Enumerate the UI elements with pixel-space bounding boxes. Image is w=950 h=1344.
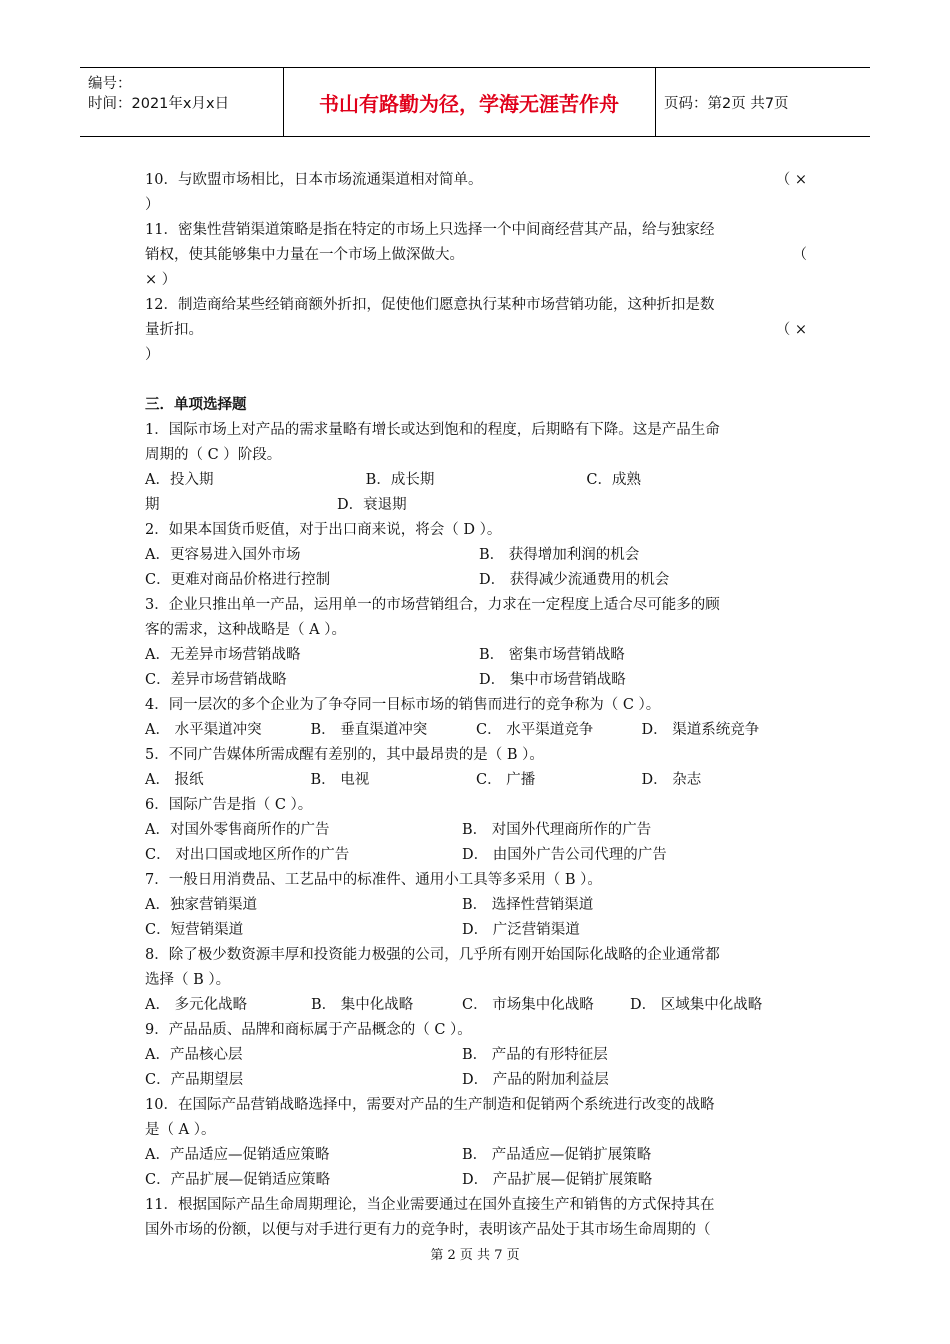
question-10-line2: 是（ A ）。 (145, 1122, 216, 1138)
question-11-line1: 11．根据国际产品生命周期理论，当企业需要通过在国外直接生产和销售的方式保持其在 (145, 1197, 715, 1213)
question-4-options: A． 水平渠道冲突 B． 垂直渠道冲突 C． 水平渠道竞争 D． 渠道系统竞争 (145, 722, 760, 738)
question-10-line1: 10．在国际产品营销战略选择中，需要对产品的生产制造和促销两个系统进行改变的战略 (145, 1097, 715, 1113)
question-8-line1: 8．除了极少数资源丰厚和投资能力极强的公司，几乎所有刚开始国际化战略的企业通常都 (145, 947, 720, 963)
judge-item-10-close: ） (145, 197, 160, 213)
judge-item-12-close: ） (145, 347, 160, 363)
question-6: 6．国际广告是指（ C ）。 (145, 797, 313, 813)
judge-item-11-line2: 销权，使其能够集中力量在一个市场上做深做大。 （ (145, 247, 807, 263)
question-5: 5．不同广告媒体所需成醒有差别的，其中最昂贵的是（ B ）。 (145, 747, 544, 763)
question-9-options: A．产品核心层 B． 产品的有形特征层 (145, 1047, 608, 1063)
header-motto: 书山有路勤为径，学海无涯苦作舟 (319, 91, 619, 116)
question-5-options: A． 报纸 B． 电视 C． 广播 D． 杂志 (145, 772, 702, 788)
question-3-line2: 客的需求，这种战略是（ A ）。 (145, 622, 346, 638)
question-8-options: A． 多元化战略 B． 集中化战略 C． 市场集中化战略 D． 区域集中化战略 (145, 997, 763, 1013)
header-page-label: 页码：第2页 共7页 (664, 95, 789, 112)
question-9-options: C．产品期望层 D． 产品的附加利益层 (145, 1072, 609, 1088)
question-9: 9．产品品质、品牌和商标属于产品概念的（ C ）。 (145, 1022, 472, 1038)
question-4: 4．同一层次的多个企业为了争夺同一目标市场的销售而进行的竞争称为（ C ）。 (145, 697, 661, 713)
judge-item-11-line1: 11．密集性营销渠道策略是指在特定的市场上只选择一个中间商经营其产品，给与独家经 (145, 222, 715, 238)
question-3-options: C．差异市场营销战略 D． 集中市场营销战略 (145, 672, 626, 688)
question-2-options: A．更容易进入国外市场 B． 获得增加利润的机会 (145, 547, 640, 563)
judge-item-10: 10．与欧盟市场相比，日本市场流通渠道相对简单。 （ × (145, 172, 807, 188)
question-3-options: A．无差异市场营销战略 B． 密集市场营销战略 (145, 647, 625, 663)
judge-item-12-line2: 量折扣。 （ × (145, 322, 807, 338)
question-6-options: C． 对出口国或地区所作的广告 D． 由国外广告公司代理的广告 (145, 847, 667, 863)
section-title: 三．单项选择题 (145, 397, 247, 413)
page-header (80, 67, 870, 137)
question-2: 2．如果本国货币贬值，对于出口商来说，将会（ D ）。 (145, 522, 502, 538)
question-1-line1: 1．国际市场上对产品的需求量略有增长或达到饱和的程度，后期略有下降。这是产品生命 (145, 422, 720, 438)
number-label: 编号： (88, 76, 132, 92)
judge-item-12-line1: 12．制造商给某些经销商额外折扣，促使他们愿意执行某种市场营销功能，这种折扣是数 (145, 297, 715, 313)
header-meta (88, 74, 229, 114)
time-label: 时间：2021年x月x日 (88, 96, 230, 112)
header-divider (655, 68, 656, 136)
question-1-options-cont: 期 D．衰退期 (145, 497, 407, 513)
question-10-options: A．产品适应—促销适应策略 B． 产品适应—促销扩展策略 (145, 1147, 652, 1163)
page-footer: 第 2 页 共 7 页 (430, 1248, 520, 1263)
question-11-line2: 国外市场的份额，以便与对手进行更有力的竞争时，表明该产品处于其市场生命周期的（ (145, 1222, 711, 1238)
question-8-line2: 选择（ B ）。 (145, 972, 231, 988)
question-7-options: A．独家营销渠道 B． 选择性营销渠道 (145, 897, 594, 913)
question-6-options: A．对国外零售商所作的广告 B． 对国外代理商所作的广告 (145, 822, 652, 838)
question-7-options: C．短营销渠道 D． 广泛营销渠道 (145, 922, 580, 938)
question-7: 7．一般日用消费品、工艺品中的标准件、通用小工具等多采用（ B ）。 (145, 872, 602, 888)
judge-item-11-close: × ） (145, 272, 177, 288)
question-3-line1: 3．企业只推出单一产品，运用单一的市场营销组合，力求在一定程度上适合尽可能多的顾 (145, 597, 720, 613)
question-2-options: C．更难对商品价格进行控制 D． 获得减少流通费用的机会 (145, 572, 670, 588)
question-1-line2: 周期的（ C ）阶段。 (145, 447, 282, 463)
question-10-options: C．产品扩展—促销适应策略 D． 产品扩展—促销扩展策略 (145, 1172, 653, 1188)
document-body (145, 168, 807, 1243)
question-1-options: A．投入期 B．成长期 C．成熟 (145, 472, 641, 488)
